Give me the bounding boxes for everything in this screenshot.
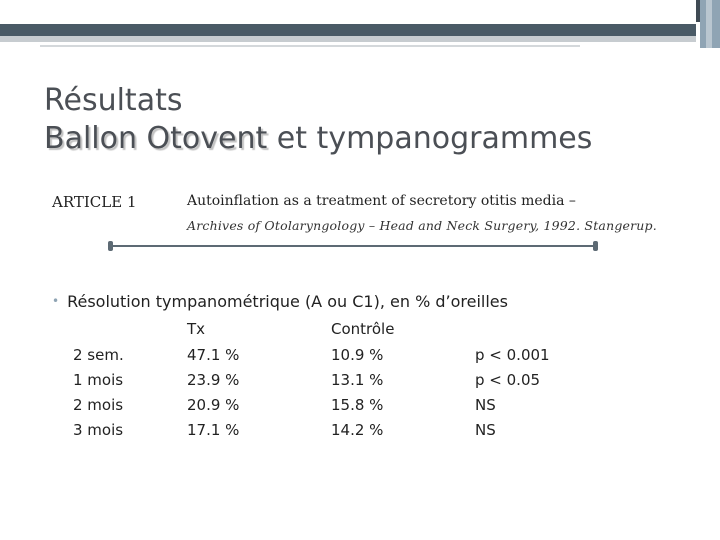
article-label: ARTICLE 1 [52,193,137,211]
header-bar-thin [40,45,580,47]
table-cell-significance: NS [475,421,496,439]
table-cell-control: 14.2 % [331,421,384,439]
title-line-2 [44,120,592,158]
table-cell-control: 10.9 % [331,346,384,364]
bullet-item [52,292,508,311]
title-emphasis: Ballon Otovent [44,121,268,156]
table-cell-significance: p < 0.001 [475,346,550,364]
header-corner-strip [706,0,712,48]
reference-journal: Archives of Otolaryngology – Head and Neck Surgery, 1992. Stangerup. [187,218,657,233]
table-cell-period: 2 mois [73,396,124,414]
table-cell-period: 1 mois [73,371,124,389]
slide-title [44,82,592,158]
header-bar-grey [0,36,696,42]
slide-header-bar [0,0,720,48]
divider-endpoint-left [108,241,113,251]
table-header-controle: Contrôle [331,320,395,338]
table-cell-control: 13.1 % [331,371,384,389]
table-cell-control: 15.8 % [331,396,384,414]
divider-line [111,245,595,247]
table-cell-period: 2 sem. [73,346,124,364]
title-line-2-rest: et tympanogrammes [267,121,593,156]
bullet-icon: • [52,294,60,308]
title-line-1: Résultats [44,83,183,118]
header-bar-main [0,24,696,36]
divider-endpoint-right [593,241,598,251]
table-header-tx: Tx [187,320,206,338]
reference-title: Autoinflation as a treatment of secretory otitis media – [187,193,576,209]
table-cell-significance: p < 0.05 [475,371,541,389]
table-cell-period: 3 mois [73,421,124,439]
table-cell-tx: 47.1 % [187,346,240,364]
table-cell-tx: 20.9 % [187,396,240,414]
table-cell-significance: NS [475,396,496,414]
table-cell-tx: 23.9 % [187,371,240,389]
bullet-text: Résolution tympanométrique (A ou C1), en % d’oreilles [67,292,508,311]
divider-connector [108,241,598,253]
table-cell-tx: 17.1 % [187,421,240,439]
